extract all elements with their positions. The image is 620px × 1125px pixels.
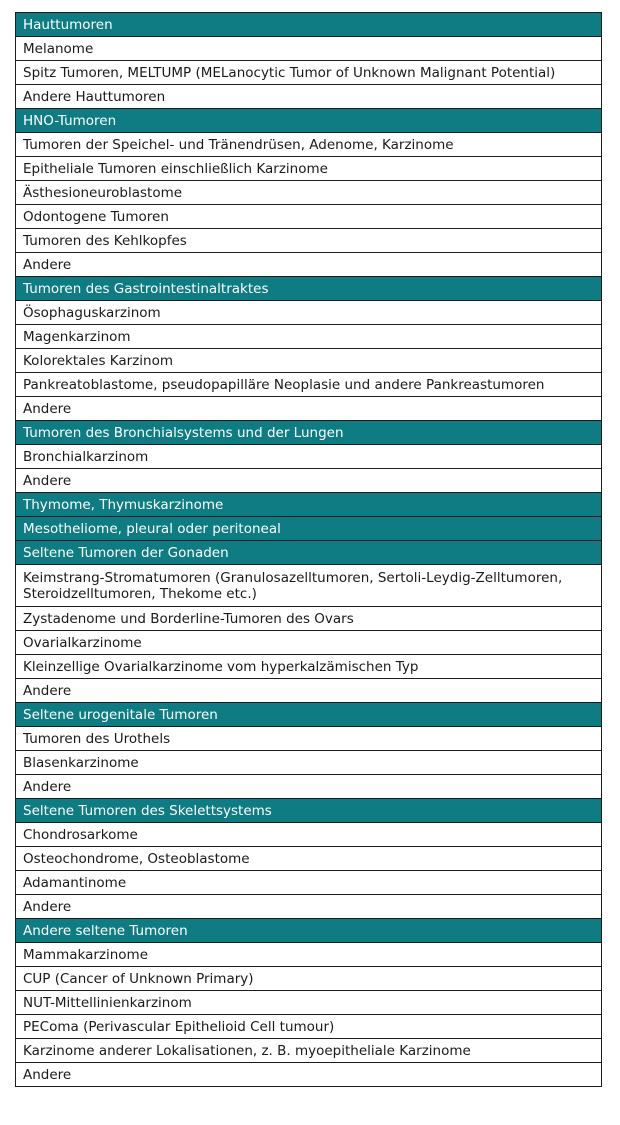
table-cell: Kleinzellige Ovarialkarzinome vom hyperkalzämischen Typ (16, 655, 602, 679)
tumor-category-table (15, 12, 602, 1087)
table-cell: Andere Hauttumoren (16, 85, 602, 109)
table-cell: Epitheliale Tumoren einschließlich Karzinome (16, 157, 602, 181)
table-row (16, 967, 602, 991)
table-row (16, 325, 602, 349)
section-header-cell: Andere seltene Tumoren (16, 919, 602, 943)
table-cell: NUT-Mittellinienkarzinom (16, 991, 602, 1015)
table-cell: Mammakarzinome (16, 943, 602, 967)
table-row (16, 133, 602, 157)
table-cell: Keimstrang-Stromatumoren (Granulosazelltumoren, Sertoli-Leydig-Zelltumoren, Steroidzelltumoren, Thekome etc.) (16, 565, 602, 607)
section-header-row (16, 277, 602, 301)
table-row (16, 679, 602, 703)
table-cell: Ästhesioneuroblastome (16, 181, 602, 205)
table-row (16, 1015, 602, 1039)
table-row (16, 1063, 602, 1087)
table-row (16, 871, 602, 895)
table-row (16, 631, 602, 655)
table-cell: Blasenkarzinome (16, 751, 602, 775)
table-cell: Andere (16, 775, 602, 799)
table-row (16, 181, 602, 205)
table-row (16, 349, 602, 373)
table-row (16, 301, 602, 325)
table-cell: Andere (16, 895, 602, 919)
table-cell: Ösophaguskarzinom (16, 301, 602, 325)
table-row (16, 895, 602, 919)
section-header-cell: Hauttumoren (16, 13, 602, 37)
table-row (16, 61, 602, 85)
table-cell: Ovarialkarzinome (16, 631, 602, 655)
table-row (16, 373, 602, 397)
table-row (16, 157, 602, 181)
section-header-row (16, 517, 602, 541)
section-header-cell: HNO-Tumoren (16, 109, 602, 133)
table-row (16, 775, 602, 799)
table-cell: Spitz Tumoren, MELTUMP (MELanocytic Tumor of Unknown Malignant Potential) (16, 61, 602, 85)
tumor-table-body (16, 13, 602, 1087)
section-header-cell: Seltene Tumoren der Gonaden (16, 541, 602, 565)
table-cell: Andere (16, 469, 602, 493)
table-cell: Kolorektales Karzinom (16, 349, 602, 373)
table-row (16, 991, 602, 1015)
table-cell: Adamantinome (16, 871, 602, 895)
section-header-cell: Tumoren des Bronchialsystems und der Lungen (16, 421, 602, 445)
table-row (16, 445, 602, 469)
table-cell: Chondrosarkome (16, 823, 602, 847)
section-header-row (16, 799, 602, 823)
table-row (16, 607, 602, 631)
table-row (16, 727, 602, 751)
table-cell: Tumoren der Speichel- und Tränendrüsen, Adenome, Karzinome (16, 133, 602, 157)
table-row (16, 85, 602, 109)
table-row (16, 655, 602, 679)
table-cell: Tumoren des Urothels (16, 727, 602, 751)
table-cell: Andere (16, 679, 602, 703)
table-cell: Andere (16, 253, 602, 277)
table-row (16, 565, 602, 607)
table-row (16, 751, 602, 775)
table-cell: Andere (16, 397, 602, 421)
section-header-row (16, 493, 602, 517)
table-cell: Melanome (16, 37, 602, 61)
table-cell: Karzinome anderer Lokalisationen, z. B. myoepitheliale Karzinome (16, 1039, 602, 1063)
table-cell: Bronchialkarzinom (16, 445, 602, 469)
table-cell: Tumoren des Kehlkopfes (16, 229, 602, 253)
table-cell: Magenkarzinom (16, 325, 602, 349)
table-row (16, 847, 602, 871)
section-header-row (16, 541, 602, 565)
table-cell: Pankreatoblastome, pseudopapilläre Neoplasie und andere Pankreastumoren (16, 373, 602, 397)
table-row (16, 205, 602, 229)
table-row (16, 1039, 602, 1063)
table-row (16, 253, 602, 277)
section-header-row (16, 109, 602, 133)
section-header-cell: Tumoren des Gastrointestinaltraktes (16, 277, 602, 301)
table-cell: Odontogene Tumoren (16, 205, 602, 229)
section-header-cell: Thymome, Thymuskarzinome (16, 493, 602, 517)
table-row (16, 943, 602, 967)
section-header-row (16, 13, 602, 37)
table-row (16, 823, 602, 847)
section-header-row (16, 919, 602, 943)
table-cell: Zystadenome und Borderline-Tumoren des Ovars (16, 607, 602, 631)
table-cell: CUP (Cancer of Unknown Primary) (16, 967, 602, 991)
table-cell: Andere (16, 1063, 602, 1087)
section-header-row (16, 421, 602, 445)
section-header-cell: Seltene Tumoren des Skelettsystems (16, 799, 602, 823)
table-row (16, 37, 602, 61)
table-cell: Osteochondrome, Osteoblastome (16, 847, 602, 871)
section-header-row (16, 703, 602, 727)
table-row (16, 397, 602, 421)
section-header-cell: Mesotheliome, pleural oder peritoneal (16, 517, 602, 541)
table-cell: PEComa (Perivascular Epithelioid Cell tumour) (16, 1015, 602, 1039)
table-row (16, 229, 602, 253)
section-header-cell: Seltene urogenitale Tumoren (16, 703, 602, 727)
table-row (16, 469, 602, 493)
